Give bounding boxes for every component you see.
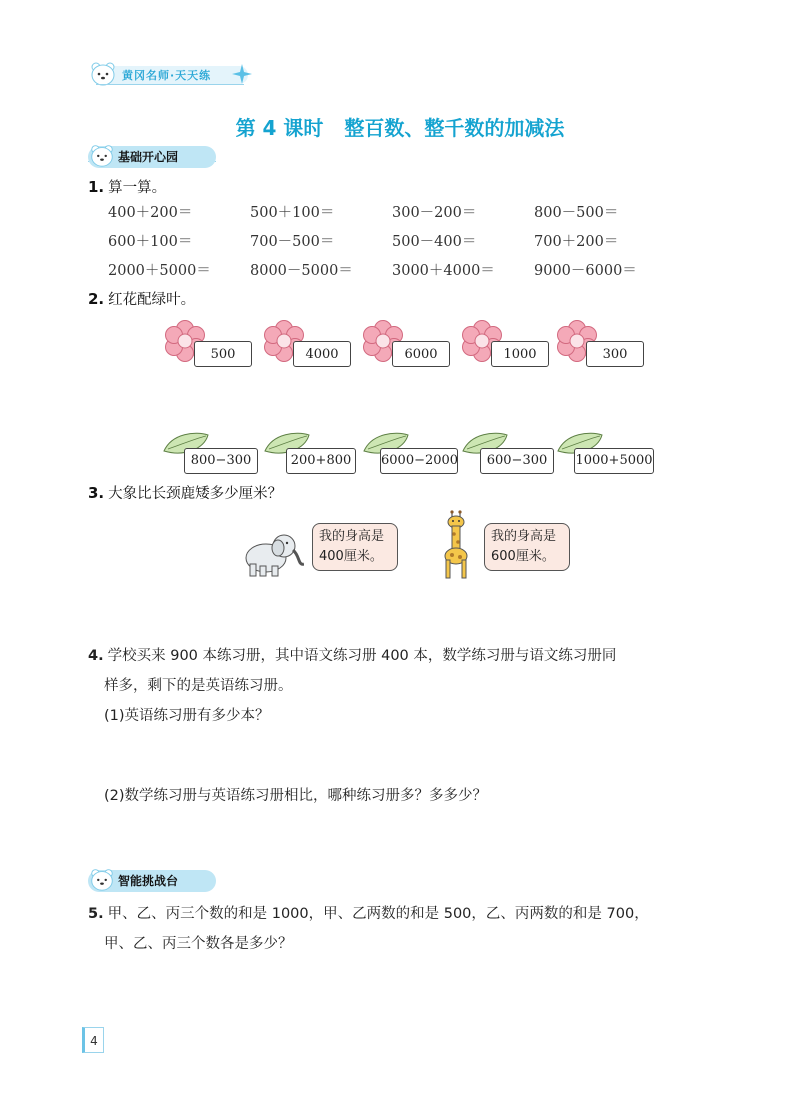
calc-item: 300－200＝ bbox=[392, 205, 477, 221]
question-text-line: 学校买来 900 本练习册，其中语文练习册 400 本，数学练习册与语文练习册同 bbox=[107, 648, 617, 664]
elephant-icon bbox=[238, 528, 304, 580]
giraffe-icon bbox=[436, 510, 476, 580]
calc-item: 500＋100＝ bbox=[250, 205, 335, 221]
leaf-expression-box[interactable]: 800−300 bbox=[184, 448, 258, 474]
flower-number-box[interactable]: 4000 bbox=[293, 341, 351, 367]
sparkle-icon bbox=[232, 64, 252, 84]
question-text-line: 甲、乙、丙三个数的和是 1000，甲、乙两数的和是 500，乙、丙两数的和是 700， bbox=[107, 906, 649, 922]
bubble-line: 我的身高是 bbox=[491, 529, 557, 544]
giraffe-speech-bubble bbox=[484, 523, 570, 571]
question-text-line: 甲、乙、丙三个数各是多少？ bbox=[104, 936, 293, 952]
question-5 bbox=[88, 899, 728, 959]
question-number: 2. bbox=[88, 290, 105, 308]
lesson-title bbox=[0, 112, 800, 141]
question-2-title bbox=[88, 288, 195, 309]
calculation-grid bbox=[108, 203, 708, 281]
calc-item: 800－500＝ bbox=[534, 205, 619, 221]
elephant-speech-bubble bbox=[312, 523, 398, 571]
bubble-line: 600厘米。 bbox=[491, 549, 555, 564]
leaf-expression-box[interactable]: 1000+5000 bbox=[574, 448, 654, 474]
question-3-title bbox=[88, 482, 282, 503]
question-number: 3. bbox=[88, 484, 105, 502]
calc-item: 2000＋5000＝ bbox=[108, 263, 211, 279]
lesson-number: 第 4 课时 bbox=[235, 116, 324, 140]
bear-icon bbox=[88, 865, 116, 893]
bubble-line: 400厘米。 bbox=[319, 549, 383, 564]
flower-number-box[interactable]: 500 bbox=[194, 341, 252, 367]
sub-question-1: (1)英语练习册有多少本？ bbox=[104, 708, 270, 724]
leaf-expression-box[interactable]: 6000−2000 bbox=[380, 448, 458, 474]
flower-number-box[interactable]: 300 bbox=[586, 341, 644, 367]
calc-item: 600＋100＝ bbox=[108, 234, 193, 250]
question-1-title bbox=[88, 176, 166, 197]
sub-question-2: (2)数学练习册与英语练习册相比，哪种练习册多？多多少？ bbox=[104, 788, 488, 804]
question-number: 4. bbox=[88, 648, 104, 664]
calc-item: 700＋200＝ bbox=[534, 234, 619, 250]
flower-number-box[interactable]: 6000 bbox=[392, 341, 450, 367]
page-number: 4 bbox=[82, 1027, 104, 1053]
question-prompt: 大象比长颈鹿矮多少厘米？ bbox=[108, 486, 283, 502]
calc-item: 500－400＝ bbox=[392, 234, 477, 250]
calc-item: 3000＋4000＝ bbox=[392, 263, 495, 279]
question-number: 5. bbox=[88, 906, 104, 922]
calc-item: 8000－5000＝ bbox=[250, 263, 353, 279]
section-label: 智能挑战台 bbox=[118, 874, 179, 888]
question-4 bbox=[88, 641, 728, 731]
question-prompt: 红花配绿叶。 bbox=[108, 292, 196, 308]
calc-item: 700－500＝ bbox=[250, 234, 335, 250]
bubble-line: 我的身高是 bbox=[319, 529, 385, 544]
flower-number-box[interactable]: 1000 bbox=[491, 341, 549, 367]
leaf-expression-box[interactable]: 600−300 bbox=[480, 448, 554, 474]
header-rule bbox=[96, 84, 244, 85]
leaf-expression-box[interactable]: 200+800 bbox=[286, 448, 356, 474]
calc-item: 9000－6000＝ bbox=[534, 263, 637, 279]
question-prompt: 算一算。 bbox=[108, 180, 167, 196]
question-text-line: 样多，剩下的是英语练习册。 bbox=[104, 678, 293, 694]
section-label: 基础开心园 bbox=[118, 150, 179, 164]
lesson-topic: 整百数、整千数的加减法 bbox=[344, 116, 565, 140]
brand-text: 黄冈名师·天天练 bbox=[122, 69, 212, 82]
bear-icon bbox=[88, 141, 116, 169]
calc-item: 400＋200＝ bbox=[108, 205, 193, 221]
question-number: 1. bbox=[88, 178, 105, 196]
